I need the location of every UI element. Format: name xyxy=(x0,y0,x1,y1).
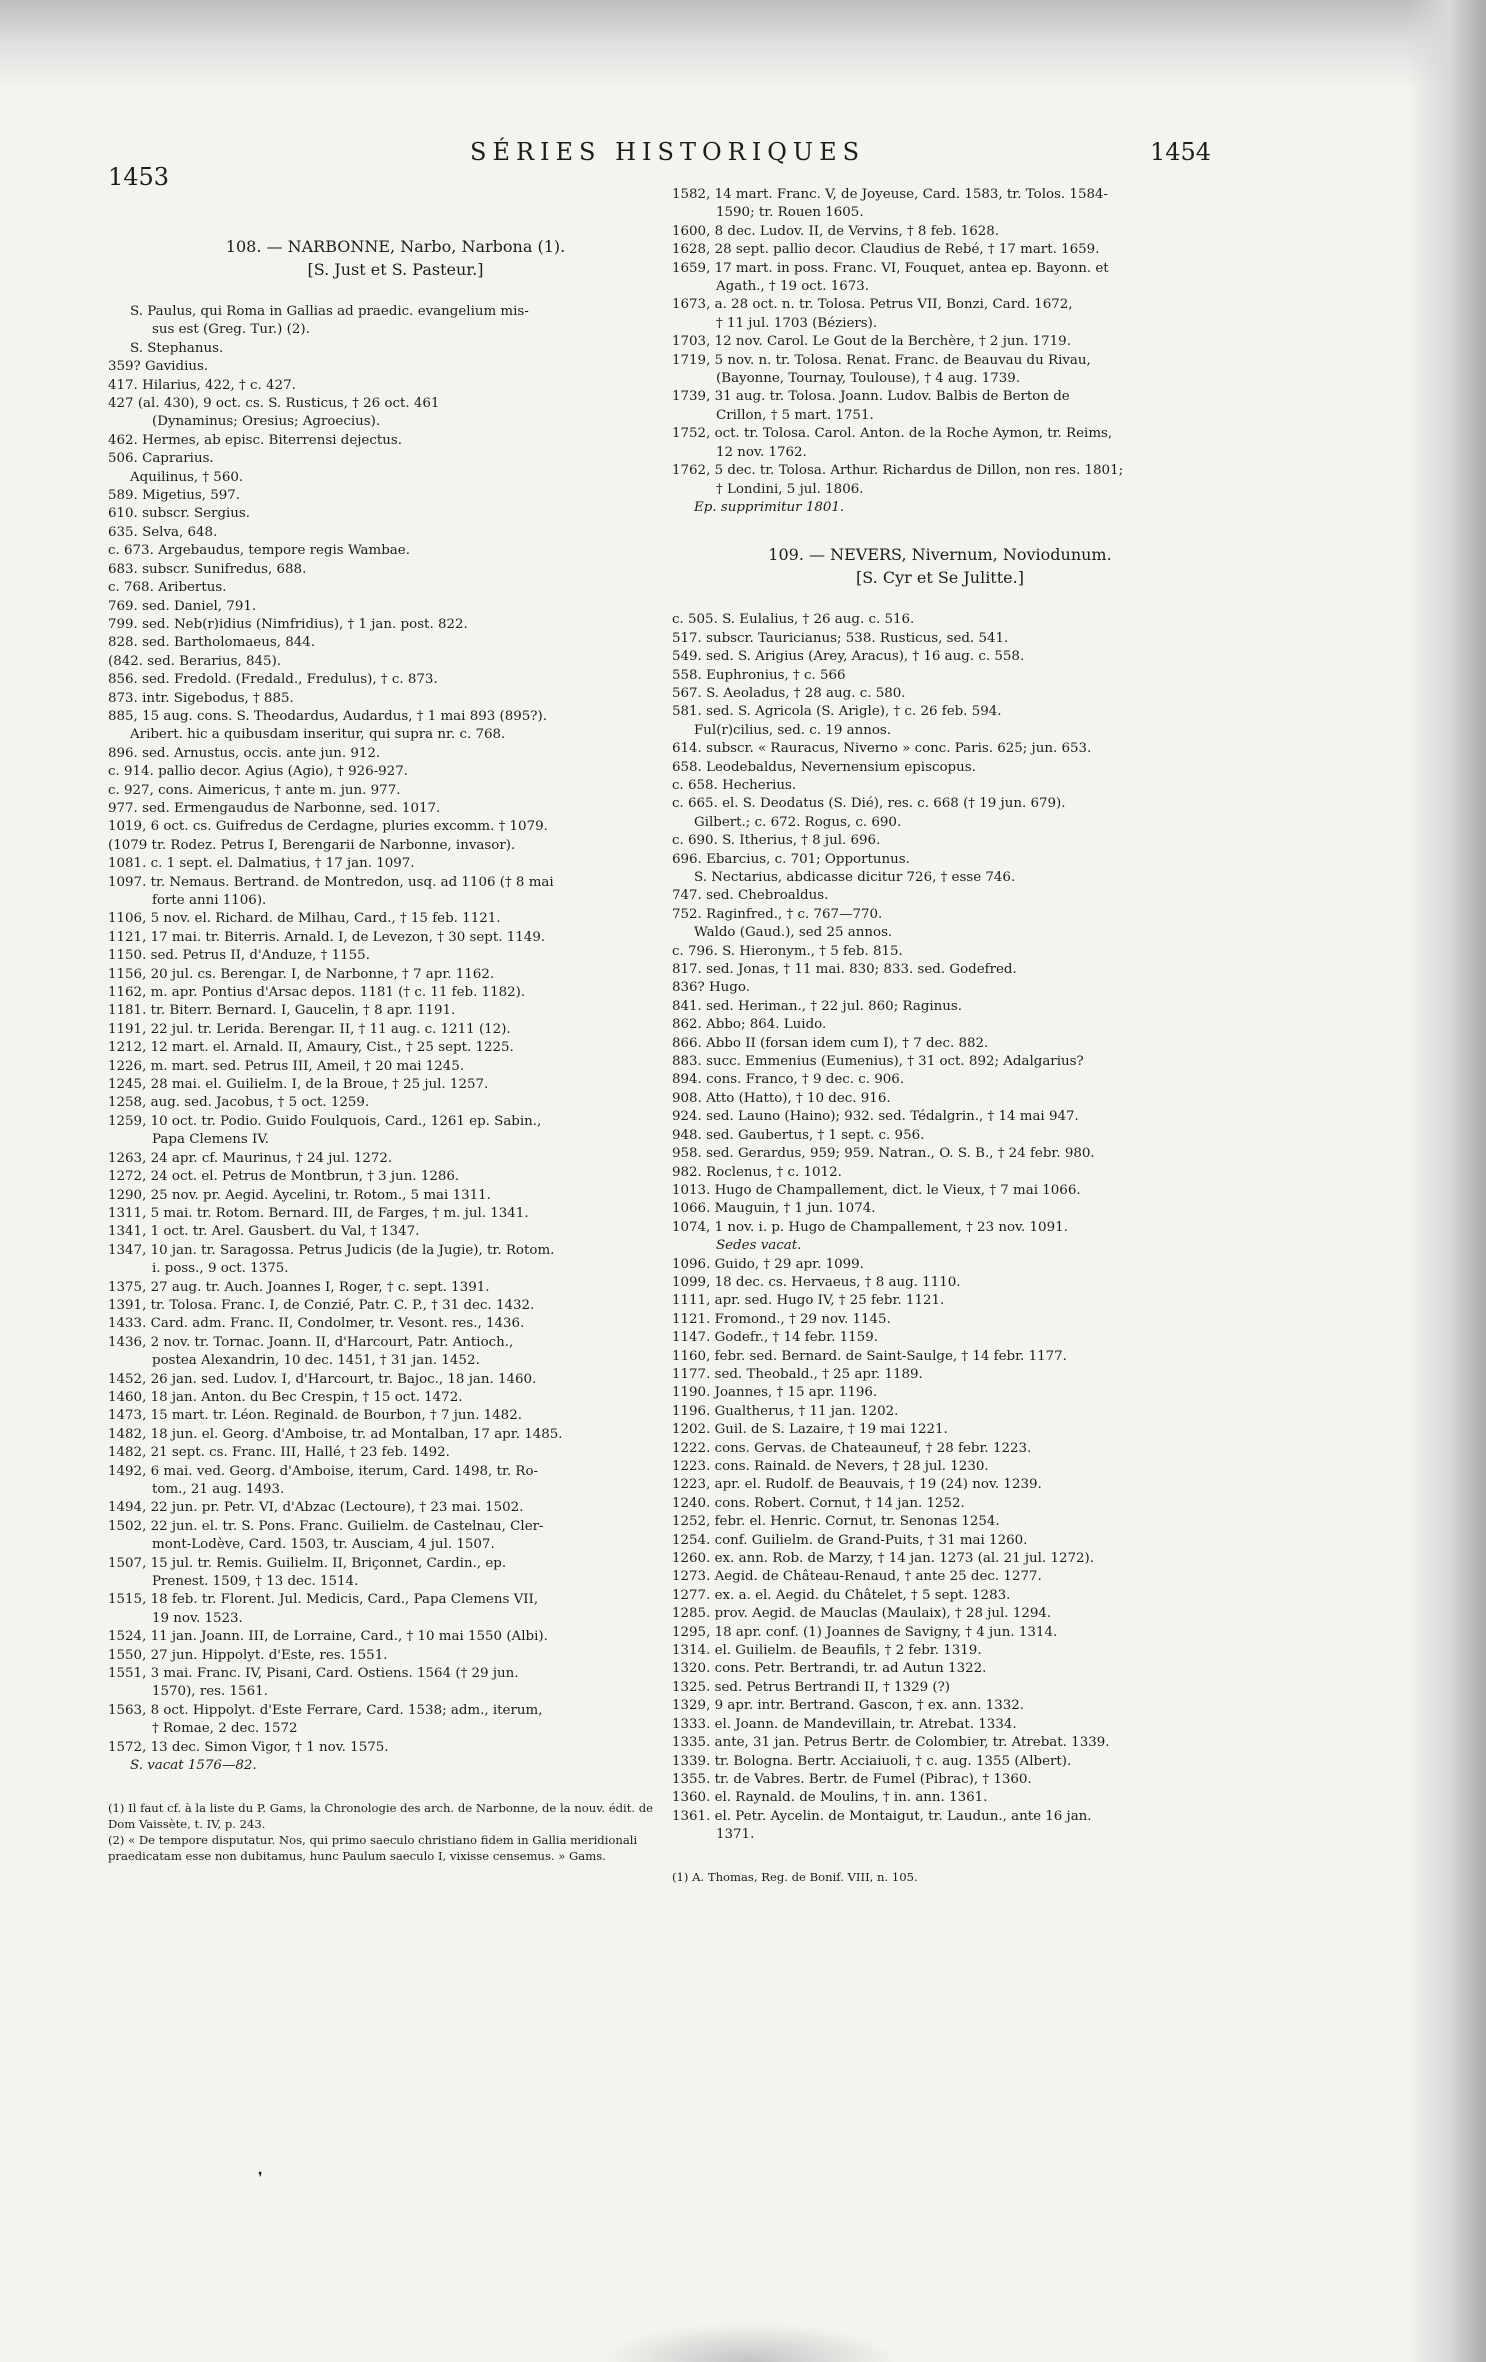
section-gap xyxy=(672,517,1208,543)
entry-line: 1081. c. 1 sept. el. Dalmatius, † 17 jan. 1097. xyxy=(108,856,415,872)
entry-line: 1452, 26 jan. sed. Ludov. I, d'Harcourt, tr. Bajoc., 18 jan. 1460. xyxy=(108,1371,537,1387)
entry-line: 1719, 5 nov. n. tr. Tolosa. Renat. Franc. de Beauvau du Rivau, xyxy=(672,352,1091,368)
page-number-left: 1453 xyxy=(108,163,170,191)
entry-line: 1361. el. Petr. Aycelin. de Montaigut, tr. Laudun., ante 16 jan. xyxy=(672,1808,1092,1824)
entry-line: 581. sed. S. Agricola (S. Arigle), † c. 26 feb. 594. xyxy=(672,704,1002,720)
scan-shadow-bottom xyxy=(600,2322,900,2362)
entry-line: 1272, 24 oct. el. Petrus de Montbrun, † 3 jun. 1286. xyxy=(108,1169,460,1185)
footnote: (1) Il faut cf. à la liste du P. Gams, la Chronologie des arch. de Narbonne, de la nouv. édit. de Dom Vaissète, t. IV, p. 243. xyxy=(108,1800,654,1831)
entry-line: 1066. Mauguin, † 1 jun. 1074. xyxy=(672,1201,876,1217)
ink-mark: ❜ xyxy=(258,2170,263,2186)
entry-line: 1329, 9 apr. intr. Bertrand. Gascon, † ex. ann. 1332. xyxy=(672,1698,1025,1714)
entry-line: forte anni 1106). xyxy=(152,893,267,908)
entry-line: 1311, 5 mai. tr. Rotom. Bernard. III, de Farges, † m. jul. 1341. xyxy=(108,1205,529,1221)
entry-line: 359? Gavidius. xyxy=(108,359,209,375)
entry-line: 885, 15 aug. cons. S. Theodardus, Audardus, † 1 mai 893 (895?). xyxy=(108,708,547,724)
entry-line: 417. Hilarius, 422, † c. 427. xyxy=(108,377,296,393)
entry-line: 1160, febr. sed. Bernard. de Saint-Saulge, † 14 febr. 1177. xyxy=(672,1348,1067,1364)
entry-line: i. poss., 9 oct. 1375. xyxy=(152,1261,289,1277)
entry-line: 1563, 8 oct. Hippolyt. d'Este Ferrare, Card. 1538; adm., iterum, xyxy=(108,1702,543,1718)
entry-line: sus est (Greg. Tur.) (2). xyxy=(152,322,310,338)
entry-line: 1147. Godefr., † 14 febr. 1159. xyxy=(672,1330,878,1346)
entry-line: 896. sed. Arnustus, occis. ante jun. 912. xyxy=(108,745,381,761)
entry-line: 462. Hermes, ab episc. Biterrensi dejectus. xyxy=(108,432,402,448)
entry-line: 635. Selva, 648. xyxy=(108,524,218,540)
entry-line: 1590; tr. Rouen 1605. xyxy=(716,205,864,221)
entry-line: 1285. prov. Aegid. de Mauclas (Maulaix), † 28 jul. 1294. xyxy=(672,1606,1052,1622)
entry-line: 1482, 18 jun. el. Georg. d'Amboise, tr. ad Montalban, 17 apr. 1485. xyxy=(108,1426,563,1442)
entry-line: S. Paulus, qui Roma in Gallias ad praedic. evangelium mis- xyxy=(130,304,529,319)
entry-line: 427 (al. 430), 9 oct. cs. S. Rusticus, † 26 oct. 461 xyxy=(108,396,440,412)
entry-line: 908. Atto (Hatto), † 10 dec. 916. xyxy=(672,1090,891,1106)
entry-line: 696. Ebarcius, c. 701; Opportunus. xyxy=(672,851,910,867)
section-title-narbonne: 108. — NARBONNE, Narbo, Narbona (1). xyxy=(225,237,566,256)
entry-line: 1582, 14 mart. Franc. V, de Joyeuse, Card. 1583, tr. Tolos. 1584- xyxy=(672,187,1109,202)
entry-line: 1460, 18 jan. Anton. du Bec Crespin, † 15 oct. 1472. xyxy=(108,1389,463,1405)
entry-line: 1222. cons. Gervas. de Chateauneuf, † 28 febr. 1223. xyxy=(672,1440,1032,1456)
entry-line: 747. sed. Chebroaldus. xyxy=(672,888,829,904)
entry-line: 1226, m. mart. sed. Petrus III, Ameil, † 20 mai 1245. xyxy=(108,1058,465,1074)
entry-line: c. 665. el. S. Deodatus (S. Dié), res. c. 668 († 19 jun. 679). xyxy=(672,796,1066,812)
entry-line: c. 927, cons. Aimericus, † ante m. jun. 977. xyxy=(108,782,401,798)
entry-line: 567. S. Aeoladus, † 28 aug. c. 580. xyxy=(672,685,906,701)
right-column xyxy=(672,186,1208,1885)
entry-line: S. Nectarius, abdicasse dicitur 726, † esse 746. xyxy=(694,870,1016,885)
entry-line: 1240. cons. Robert. Cornut, † 14 jan. 1252. xyxy=(672,1495,965,1511)
entry-line: 1202. Guil. de S. Lazaire, † 19 mai 1221. xyxy=(672,1422,948,1438)
entry-line: 1570), res. 1561. xyxy=(152,1684,268,1700)
entry-line: 1181. tr. Biterr. Bernard. I, Gaucelin, † 8 apr. 1191. xyxy=(108,1003,456,1019)
left-footnotes xyxy=(108,1800,683,1864)
entry-line: 12 nov. 1762. xyxy=(716,444,807,460)
entry-line: † Romae, 2 dec. 1572 xyxy=(152,1721,298,1737)
entry-line: 1492, 6 mai. ved. Georg. d'Amboise, iterum, Card. 1498, tr. Ro- xyxy=(108,1463,539,1479)
entry-line: 1333. el. Joann. de Mandevillain, tr. Atrebat. 1334. xyxy=(672,1716,1017,1732)
entry-line: postea Alexandrin, 10 dec. 1451, † 31 jan. 1452. xyxy=(152,1353,480,1369)
scan-shadow-right xyxy=(1406,0,1486,2362)
entry-line: mont-Lodève, Card. 1503, tr. Ausciam, 4 jul. 1507. xyxy=(152,1537,495,1553)
entry-line: 1177. sed. Theobald., † 25 apr. 1189. xyxy=(672,1366,923,1382)
entry-line: 841. sed. Heriman., † 22 jul. 860; Raginus. xyxy=(672,998,963,1014)
entry-line: Prenest. 1509, † 13 dec. 1514. xyxy=(152,1574,359,1590)
entry-line: 19 nov. 1523. xyxy=(152,1610,243,1626)
entry-line: 1150. sed. Petrus II, d'Anduze, † 1155. xyxy=(108,948,370,964)
narbonne-entry-list xyxy=(108,303,683,1776)
entry-line: 817. sed. Jonas, † 11 mai. 830; 833. sed. Godefred. xyxy=(672,962,1017,978)
entry-line: 1433. Card. adm. Franc. II, Condolmer, tr. Vesont. res., 1436. xyxy=(108,1316,525,1332)
entry-line: 683. subscr. Sunifredus, 688. xyxy=(108,561,307,577)
scan-shadow-top xyxy=(0,0,1486,90)
entry-line: 1659, 17 mart. in poss. Franc. VI, Fouquet, antea ep. Bayonn. et xyxy=(672,260,1109,276)
entry-line: † Londini, 5 jul. 1806. xyxy=(716,481,864,497)
entry-line: 614. subscr. « Rauracus, Niverno » conc. Paris. 625; jun. 653. xyxy=(672,741,1092,757)
entry-line: 1121, 17 mai. tr. Biterris. Arnald. I, de Levezon, † 30 sept. 1149. xyxy=(108,929,546,945)
section-title-nevers: 109. — NEVERS, Nivernum, Noviodunum. xyxy=(768,545,1112,565)
entry-line: (Dynaminus; Oresius; Agroecius). xyxy=(152,414,381,430)
entry-line: 1212, 12 mart. el. Arnald. II, Amaury, Cist., † 25 sept. 1225. xyxy=(108,1040,514,1056)
entry-line: Waldo (Gaud.), sed 25 annos. xyxy=(694,925,893,941)
entry-line: 1507, 15 jul. tr. Remis. Guilielm. II, Briçonnet, Cardin., ep. xyxy=(108,1555,507,1571)
page-number-right: 1454 xyxy=(1150,138,1212,166)
entry-line: 1013. Hugo de Champallement, dict. le Vieux, † 7 mai 1066. xyxy=(672,1182,1081,1198)
entry-line: 1314. el. Guilielm. de Beaufils, † 2 febr. 1319. xyxy=(672,1643,982,1659)
entry-line: S. Stephanus. xyxy=(130,340,224,356)
entry-line: (1079 tr. Rodez. Petrus I, Berengarii de Narbonne, invasor). xyxy=(108,837,516,853)
right-footnotes xyxy=(672,1869,1208,1885)
entry-line: Crillon, † 5 mart. 1751. xyxy=(716,407,874,423)
entry-line: 1121. Fromond., † 29 nov. 1145. xyxy=(672,1311,891,1327)
entry-line: 1074, 1 nov. i. p. Hugo de Champallement, † 23 nov. 1091. xyxy=(672,1219,1068,1235)
entry-line: Papa Clemens IV. xyxy=(152,1132,269,1148)
entry-line: 1673, a. 28 oct. n. tr. Tolosa. Petrus VII, Bonzi, Card. 1672, xyxy=(672,297,1073,313)
entry-line: tom., 21 aug. 1493. xyxy=(152,1482,285,1497)
entry-line: 828. sed. Bartholomaeus, 844. xyxy=(108,635,316,651)
entry-line: Agath., † 19 oct. 1673. xyxy=(716,279,870,295)
entry-line: c. 690. S. Itherius, † 8 jul. 696. xyxy=(672,833,881,849)
entry-line: 1273. Aegid. de Château-Renaud, † ante 25 dec. 1277. xyxy=(672,1569,1042,1585)
nevers-entry-list xyxy=(672,611,1208,1844)
entry-line: 506. Caprarius. xyxy=(108,451,214,467)
entry-line: 769. sed. Daniel, 791. xyxy=(108,598,257,614)
entry-line: c. 658. Hecherius. xyxy=(672,777,797,793)
entry-line: 1355. tr. de Vabres. Bertr. de Fumel (Pibrac), † 1360. xyxy=(672,1771,1032,1787)
entry-line: 610. subscr. Sergius. xyxy=(108,506,251,522)
entry-line: 1263, 24 apr. cf. Maurinus, † 24 jul. 1272. xyxy=(108,1150,393,1166)
entry-line: 1190. Joannes, † 15 apr. 1196. xyxy=(672,1385,878,1401)
entry-line: 1254. conf. Guilielm. de Grand-Puits, † 31 mai 1260. xyxy=(672,1532,1028,1548)
entry-line: 948. sed. Gaubertus, † 1 sept. c. 956. xyxy=(672,1127,925,1143)
footnote: (1) A. Thomas, Reg. de Bonif. VIII, n. 105. xyxy=(672,1869,918,1884)
entry-line: 883. succ. Emmenius (Eumenius), † 31 oct. 892; Adalgarius? xyxy=(672,1054,1084,1070)
entry-line: 1339. tr. Bologna. Bertr. Acciaiuoli, † c. aug. 1355 (Albert). xyxy=(672,1753,1072,1769)
entry-line: S. vacat 1576—82. xyxy=(130,1758,257,1774)
entry-line: c. 914. pallio decor. Agius (Agio), † 926-927. xyxy=(108,764,408,780)
entry-line: 1371. xyxy=(716,1827,755,1843)
entry-line: 1375, 27 aug. tr. Auch. Joannes I, Roger, † c. sept. 1391. xyxy=(108,1279,490,1295)
entry-line: 982. Roclenus, † c. 1012. xyxy=(672,1164,842,1180)
entry-line: Gilbert.; c. 672. Rogus, c. 690. xyxy=(694,814,902,830)
entry-line: 658. Leodebaldus, Nevernensium episcopus. xyxy=(672,759,976,775)
entry-line: c. 796. S. Hieronym., † 5 feb. 815. xyxy=(672,943,903,959)
entry-line: 894. cons. Franco, † 9 dec. c. 906. xyxy=(672,1072,905,1088)
entry-line: 1628, 28 sept. pallio decor. Claudius de Rebé, † 17 mart. 1659. xyxy=(672,242,1100,258)
entry-line: 558. Euphronius, † c. 566 xyxy=(672,667,846,683)
entry-line: 1551, 3 mai. Franc. IV, Pisani, Card. Ostiens. 1564 († 29 jun. xyxy=(108,1666,519,1682)
entry-line: 866. Abbo II (forsan idem cum I), † 7 dec. 882. xyxy=(672,1035,989,1051)
entry-line: 924. sed. Launo (Haino); 932. sed. Tédalgrin., † 14 mai 947. xyxy=(672,1109,1079,1125)
section-subtitle-narbonne: [S. Just et S. Pasteur.] xyxy=(307,260,484,279)
entry-line: 1295, 18 apr. conf. (1) Joannes de Savigny, † 4 jun. 1314. xyxy=(672,1624,1058,1640)
entry-line: 1252, febr. el. Henric. Cornut, tr. Senonas 1254. xyxy=(672,1514,1000,1530)
entry-line: 977. sed. Ermengaudus de Narbonne, sed. 1017. xyxy=(108,800,441,816)
left-column xyxy=(108,235,683,1864)
entry-line: 1019, 6 oct. cs. Guifredus de Cerdagne, pluries excomm. † 1079. xyxy=(108,819,548,835)
entry-line: 1156, 20 jul. cs. Berengar. I, de Narbonne, † 7 apr. 1162. xyxy=(108,966,495,982)
entry-line: 1600, 8 dec. Ludov. II, de Vervins, † 8 feb. 1628. xyxy=(672,223,1000,239)
entry-line: 1320. cons. Petr. Bertrandi, tr. ad Autun 1322. xyxy=(672,1661,987,1677)
entry-line: 1739, 31 aug. tr. Tolosa. Joann. Ludov. Balbis de Berton de xyxy=(672,389,1070,405)
entry-line: 1223, apr. el. Rudolf. de Beauvais, † 19 (24) nov. 1239. xyxy=(672,1477,1042,1493)
entry-line: 517. subscr. Tauricianus; 538. Rusticus, sed. 541. xyxy=(672,630,1009,646)
entry-line: 1223. cons. Rainald. de Nevers, † 28 jul. 1230. xyxy=(672,1459,989,1474)
entry-line: 1524, 11 jan. Joann. III, de Lorraine, Card., † 10 mai 1550 (Albi). xyxy=(108,1629,548,1645)
entry-line: 752. Raginfred., † c. 767—770. xyxy=(672,906,883,922)
entry-line: 1162, m. apr. Pontius d'Arsac depos. 1181 († c. 11 feb. 1182). xyxy=(108,985,526,1001)
entry-line: c. 505. S. Eulalius, † 26 aug. c. 516. xyxy=(672,612,915,628)
entry-line: (842. sed. Berarius, 845). xyxy=(108,653,282,669)
entry-line: 1196. Gualtherus, † 11 jan. 1202. xyxy=(672,1403,899,1419)
entry-line: 1325. sed. Petrus Bertrandi II, † 1329 (?) xyxy=(672,1679,951,1695)
entry-line: Sedes vacat. xyxy=(716,1238,802,1254)
entry-line: 1347, 10 jan. tr. Saragossa. Petrus Judicis (de la Jugie), tr. Rotom. xyxy=(108,1242,555,1258)
entry-line: 1341, 1 oct. tr. Arel. Gausbert. du Val, † 1347. xyxy=(108,1224,420,1240)
entry-line: 589. Migetius, 597. xyxy=(108,488,241,504)
entry-line: 1259, 10 oct. tr. Podio. Guido Foulquois, Card., 1261 ep. Sabin., xyxy=(108,1113,542,1129)
entry-line: 856. sed. Fredold. (Fredald., Fredulus), † c. 873. xyxy=(108,672,438,688)
entry-line: Aquilinus, † 560. xyxy=(130,469,244,485)
entry-line: 1473, 15 mart. tr. Léon. Reginald. de Bourbon, † 7 jun. 1482. xyxy=(108,1408,522,1424)
entry-line: Ep. supprimitur 1801. xyxy=(694,499,845,515)
entry-line: Aribert. hic a quibusdam inseritur, qui supra nr. c. 768. xyxy=(130,727,506,743)
entry-line: † 11 jul. 1703 (Béziers). xyxy=(716,315,878,331)
entry-line: c. 768. Aribertus. xyxy=(108,580,227,596)
entry-line: 1752, oct. tr. Tolosa. Carol. Anton. de la Roche Aymon, tr. Reims, xyxy=(672,426,1113,442)
entry-line: 1762, 5 dec. tr. Tolosa. Arthur. Richardus de Dillon, non res. 1801; xyxy=(672,463,1124,479)
entry-line: 1097. tr. Nemaus. Bertrand. de Montredon, usq. ad 1106 († 8 mai xyxy=(108,874,554,890)
entry-line: 836? Hugo. xyxy=(672,980,750,996)
entry-line: 1335. ante, 31 jan. Petrus Bertr. de Colombier, tr. Atrebat. 1339. xyxy=(672,1735,1110,1751)
running-title: SÉRIES HISTORIQUES xyxy=(470,138,866,166)
entry-line: 862. Abbo; 864. Luido. xyxy=(672,1017,827,1033)
entry-line: c. 673. Argebaudus, tempore regis Wambae. xyxy=(108,543,410,559)
entry-line: 549. sed. S. Arigius (Arey, Aracus), † 16 aug. c. 558. xyxy=(672,649,1025,665)
entry-line: 1572, 13 dec. Simon Vigor, † 1 nov. 1575. xyxy=(108,1739,389,1755)
section-subtitle-nevers: [S. Cyr et Se Julitte.] xyxy=(856,568,1024,588)
entry-line: 873. intr. Sigebodus, † 885. xyxy=(108,690,294,706)
entry-line: 1277. ex. a. el. Aegid. du Châtelet, † 5 sept. 1283. xyxy=(672,1587,1011,1603)
entry-line: 1106, 5 nov. el. Richard. de Milhau, Card., † 15 feb. 1121. xyxy=(108,911,501,927)
entry-line: 1260. ex. ann. Rob. de Marzy, † 14 jan. 1273 (al. 21 jul. 1272). xyxy=(672,1551,1095,1567)
entry-line: 1191, 22 jul. tr. Lerida. Berengar. II, † 11 aug. c. 1211 (12). xyxy=(108,1021,511,1037)
entry-line: 1703, 12 nov. Carol. Le Gout de la Berchère, † 2 jun. 1719. xyxy=(672,334,1071,350)
entry-line: 1550, 27 jun. Hippolyt. d'Este, res. 1551. xyxy=(108,1647,388,1663)
entry-line: 799. sed. Neb(r)idius (Nimfridius), † 1 jan. post. 822. xyxy=(108,616,468,632)
entry-line: 1502, 22 jun. el. tr. S. Pons. Franc. Guilielm. de Castelnau, Cler- xyxy=(108,1518,544,1534)
footnote: (2) « De tempore disputatur. Nos, qui primo saeculo christiano fidem in Gallia meridionali praedicatam esse non dubitamus, hunc Paulum saeculo I, vixisse censemus. » Gams. xyxy=(108,1832,638,1863)
entry-line: 1494, 22 jun. pr. Petr. VI, d'Abzac (Lectoure), † 23 mai. 1502. xyxy=(108,1500,524,1516)
narbonne-entry-list-continued xyxy=(672,186,1208,517)
entry-line: 958. sed. Gerardus, 959; 959. Natran., O. S. B., † 24 febr. 980. xyxy=(672,1146,1095,1162)
entry-line: 1111, apr. sed. Hugo IV, † 25 febr. 1121. xyxy=(672,1293,945,1309)
entry-line: 1391, tr. Tolosa. Franc. I, de Conzié, Patr. C. P., † 31 dec. 1432. xyxy=(108,1297,535,1313)
entry-line: 1515, 18 feb. tr. Florent. Jul. Medicis, Card., Papa Clemens VII, xyxy=(108,1592,539,1608)
entry-line: 1482, 21 sept. cs. Franc. III, Hallé, † 23 feb. 1492. xyxy=(108,1445,450,1461)
entry-line: 1258, aug. sed. Jacobus, † 5 oct. 1259. xyxy=(108,1095,370,1111)
entry-line: (Bayonne, Tournay, Toulouse), † 4 aug. 1739. xyxy=(716,371,1021,387)
entry-line: Ful(r)cilius, sed. c. 19 annos. xyxy=(694,722,892,738)
entry-line: 1360. el. Raynald. de Moulins, † in. ann. 1361. xyxy=(672,1790,988,1806)
entry-line: 1096. Guido, † 29 apr. 1099. xyxy=(672,1256,864,1272)
entry-line: 1099, 18 dec. cs. Hervaeus, † 8 aug. 1110. xyxy=(672,1274,961,1290)
entry-line: 1290, 25 nov. pr. Aegid. Aycelini, tr. Rotom., 5 mai 1311. xyxy=(108,1187,491,1203)
entry-line: 1245, 28 mai. el. Guilielm. I, de la Broue, † 25 jul. 1257. xyxy=(108,1077,489,1093)
entry-line: 1436, 2 nov. tr. Tornac. Joann. II, d'Harcourt, Patr. Antioch., xyxy=(108,1334,514,1350)
